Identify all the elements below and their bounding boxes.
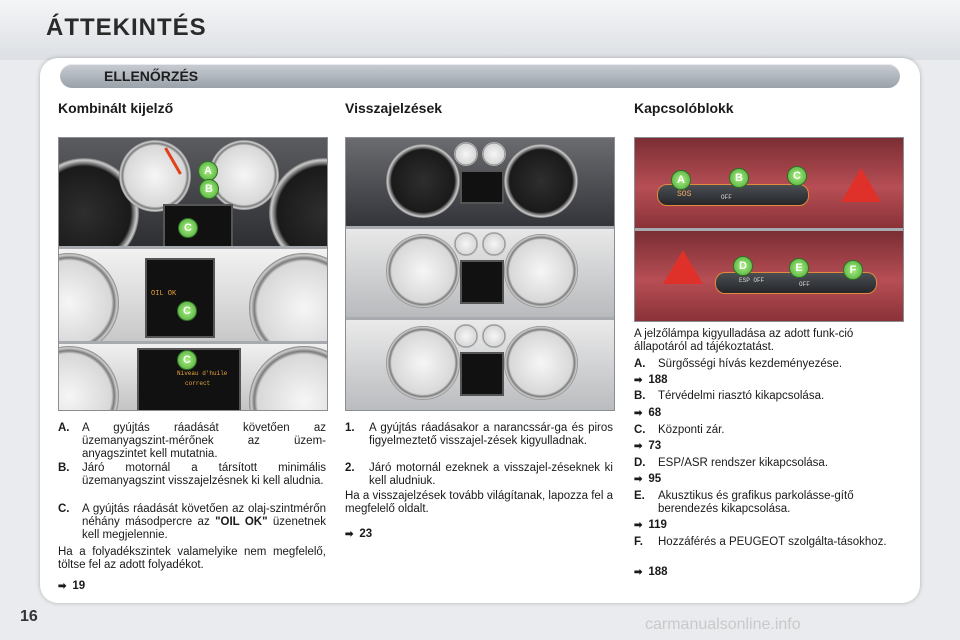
callout-d: D: [733, 256, 753, 276]
col3-ref-e[interactable]: ➡ 119: [634, 519, 667, 531]
arrow-right-icon: ➡: [634, 408, 643, 419]
cluster-2-screen: [460, 260, 504, 304]
cluster-2-speedo: [504, 234, 578, 308]
callout-a: A: [198, 161, 218, 181]
col2-paragraph: Ha a visszajelzések tovább világítanak, lapozza fel a megfelelő oldalt.: [345, 490, 613, 515]
callout-f: F: [843, 260, 863, 280]
temp-gauge: [209, 140, 279, 210]
col3-ref-d[interactable]: ➡ 95: [634, 473, 662, 485]
switch-block-image: [634, 137, 904, 322]
col2-page-ref[interactable]: ➡ 23: [345, 528, 373, 540]
page-title: ÁTTEKINTÉS: [46, 14, 207, 41]
callout-c-3: C: [177, 350, 197, 370]
oil-level-text: Niveau d'huile: [177, 370, 228, 377]
col3-ref-a[interactable]: ➡ 188: [634, 374, 668, 386]
manual-page: ÁTTEKINTÉS ELLENŐRZÉS Kombinált kijelző Visszajelzések Kapcsolóblokk A B C OIL OK C Niveau d'huile correct C SOS OFF A B C ESP OFF OFF D E F A. A gyújtás ráadását követően az üzemanyagszint-mérőnek az üzem-anyagszintet kell mutatnia. B. Járó motornál a társított minimális üzemanyagszint visszajelzésnek ki kell aludnia. C. A gyújtás ráadását követően az olaj-szintmérőn néhány másodpercre az "OIL OK" üzenetnek kell megjelennie. Ha a folyadékszintek valamelyike nem megfelelő, töltse fel az adott folyadékot. ➡ 19 1. A gyújtás ráadásakor a narancssár-ga és piros figyelmeztető visszajel-zések kigyulladnak. 2. Járó motornál ezeknek a visszajel-zéseknek ki kell aludniuk. Ha a visszajelzések tovább világítanak, lapozza fel a megfelelő oldalt. ➡ 23 A jelzőlámpa kigyulladása az adott funk-ció állapotáról ad tájékoztatást. A. Sürgősségi hívás kezdeményezése. ➡ 188 B. Térvédelmi riasztó kikapcsolása. ➡ 68 C. Központi zár. ➡ 73 D. ESP/ASR rendszer kikapcsolása. ➡ 95 E. Akusztikus és grafikus parkolásse-gítő berendezés kikapcsolása. ➡ 119 F. Hozzáférés a PEUGEOT szolgálta-tásokhoz. ➡ 188 16 carmanualsonline.info: [0, 0, 960, 640]
callout-a: A: [671, 170, 691, 190]
footer-watermark: carmanualsonline.info: [645, 616, 801, 633]
cluster-3-tacho: [386, 326, 460, 400]
callout-c-1: C: [178, 218, 198, 238]
cluster-2-small-gauge-2: [482, 232, 506, 256]
col3-intro: A jelzőlámpa kigyulladása az adott funk-ció állapotáról ad tájékoztatást.: [634, 328, 854, 353]
combined-display-image: [58, 137, 328, 411]
hazard-triangle-icon-2: [663, 250, 703, 284]
arrow-right-icon: ➡: [634, 520, 643, 531]
arrow-right-icon: ➡: [634, 441, 643, 452]
cluster-1-screen: [460, 170, 504, 204]
arrow-right-icon: ➡: [634, 567, 643, 578]
cluster-3-speedo: [504, 326, 578, 400]
cluster-1-small-gauge-2: [482, 142, 506, 166]
callout-b: B: [729, 168, 749, 188]
callout-c: C: [787, 166, 807, 186]
arrow-right-icon: ➡: [634, 375, 643, 386]
arrow-right-icon: ➡: [58, 581, 67, 592]
col1-heading: Kombinált kijelző: [58, 100, 174, 116]
hazard-triangle-icon-1: [841, 168, 881, 202]
park-off-label: OFF: [799, 281, 810, 288]
col1-page-ref[interactable]: ➡ 19: [58, 580, 86, 592]
col1-paragraph: Ha a folyadékszintek valamelyike nem megfelelő, töltse fel az adott folyadékot.: [58, 546, 326, 571]
section-bar: [60, 64, 900, 88]
cluster-3-screen: [460, 352, 504, 396]
sos-label: SOS: [677, 190, 692, 199]
col3-ref-c[interactable]: ➡ 73: [634, 440, 662, 452]
callout-e: E: [789, 258, 809, 278]
callout-c-2: C: [177, 301, 197, 321]
oil-ok-text: OIL OK: [151, 290, 177, 298]
cluster-3-small-gauge-2: [482, 324, 506, 348]
cluster-2-small-gauge-1: [454, 232, 478, 256]
col2-heading: Visszajelzések: [345, 100, 443, 116]
cluster-3-small-gauge-1: [454, 324, 478, 348]
cluster-1-small-gauge-1: [454, 142, 478, 166]
arrow-right-icon: ➡: [345, 529, 354, 540]
col3-heading: Kapcsolóblokk: [634, 100, 734, 116]
display-screen-1: [163, 204, 233, 248]
col3-ref-f[interactable]: ➡ 188: [634, 566, 668, 578]
col3-ref-b[interactable]: ➡ 68: [634, 407, 662, 419]
fuel-gauge: [119, 140, 191, 212]
warning-lamps-image: [345, 137, 615, 411]
esp-off-label: ESP OFF: [739, 277, 765, 284]
cluster-1-tacho: [386, 144, 460, 218]
cluster-1-speedo: [504, 144, 578, 218]
callout-b: B: [199, 179, 219, 199]
page-number: 16: [20, 608, 38, 625]
alarm-off-label: OFF: [721, 194, 732, 201]
arrow-right-icon: ➡: [634, 474, 643, 485]
display-screen-2: [145, 258, 215, 338]
section-title: ELLENŐRZÉS: [104, 68, 199, 84]
oil-correct-text: correct: [185, 380, 211, 387]
cluster-2-tacho: [386, 234, 460, 308]
